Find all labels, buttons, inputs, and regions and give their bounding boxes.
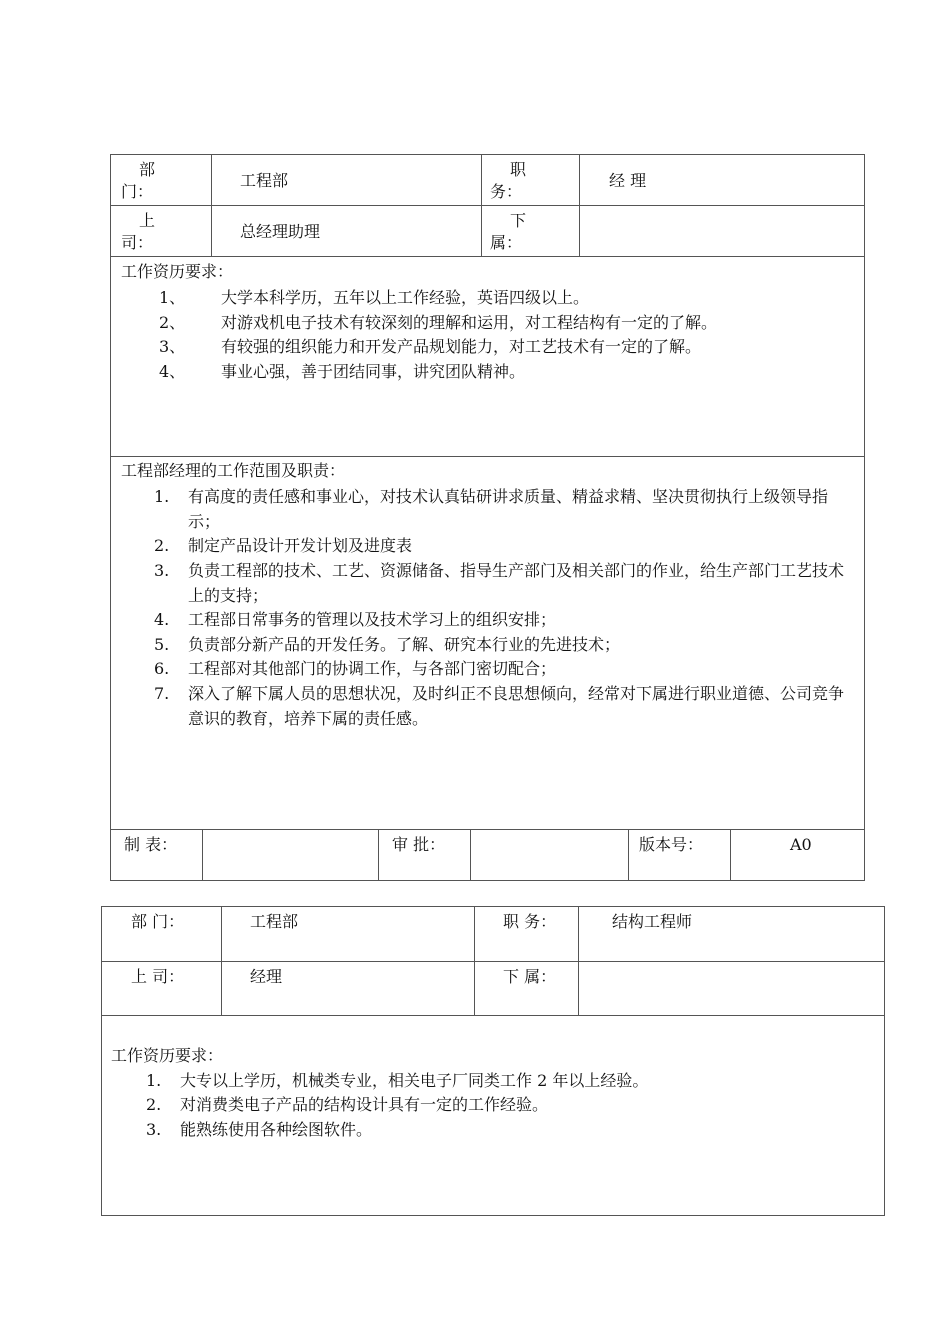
post-label: 职 务： [503,912,557,931]
duty-text: 工程部日常事务的管理以及技术学习上的组织安排； [188,610,557,629]
superior-label: 上 司： [131,967,185,986]
dept-label: 部 门： [131,912,185,931]
superior-label-cell [111,206,212,256]
post-value: 经 理 [609,171,647,190]
superior-label-cell [102,962,222,1015]
superior-value-cell [212,206,482,256]
requirement-text: 对游戏机电子技术有较深刻的理解和运用，对工程结构有一定的了解。 [221,313,718,332]
superior-value: 总经理助理 [240,222,321,241]
made-by-label: 制 表： [124,835,178,854]
duty-number: 6. [154,659,170,678]
requirements-heading: 工作资历要求： [121,262,234,281]
superior-label-line1: 上 [139,211,156,230]
approve-label-cell [379,830,471,881]
info-row-dept [102,907,884,962]
requirement-number: 2. [146,1095,162,1114]
superior-value-cell [222,962,475,1015]
info-row-superior [102,962,884,1016]
subordinate-label-cell [482,206,580,256]
duty-text: 负责部分新产品的开发任务。了解、研究本行业的先进技术； [188,635,621,654]
duty-text: 深入了解下属人员的思想状况，及时纠正不良思想倾向，经常对下属进行职业道德、公司竞争意识的教育，培养下属的责任感。 [188,684,845,728]
signoff-row [111,830,864,881]
requirement-number: 3、 [159,337,186,356]
made-by-value-cell [203,830,379,881]
approve-value-cell [471,830,629,881]
requirement-number: 3. [146,1120,162,1139]
requirements-section [111,257,864,457]
requirements-heading: 工作资历要求： [111,1046,224,1065]
duty-number: 1. [154,487,170,506]
requirements-section [102,1016,884,1215]
post-value: 结构工程师 [612,912,693,931]
post-label-line2: 务： [490,182,523,201]
subordinate-label: 下 属： [503,967,557,986]
duty-number: 3. [154,561,170,580]
version-value: A0 [790,835,812,854]
requirement-number: 2、 [159,313,186,332]
superior-label-line2: 司： [121,233,154,252]
dept-label-cell [111,155,212,205]
info-row-dept [111,155,864,206]
post-label-cell [475,907,579,961]
subordinate-value-cell [580,206,864,256]
duties-heading: 工程部经理的工作范围及职责： [121,461,346,480]
dept-value: 工程部 [240,171,289,190]
post-value-cell [580,155,864,205]
dept-value: 工程部 [250,912,299,931]
job-table-structural-engineer [101,906,885,1216]
made-by-label-cell [111,830,203,881]
duty-text: 负责工程部的技术、工艺、资源储备、指导生产部门及相关部门的作业，给生产部门工艺技术上的支持； [188,561,845,605]
subordinate-label-line1: 下 [510,211,527,230]
version-label-cell [629,830,731,881]
subordinate-label-cell [475,962,579,1015]
requirement-number: 1、 [159,288,186,307]
dept-value-cell [212,155,482,205]
approve-label: 审 批： [392,835,446,854]
superior-value: 经理 [250,967,283,986]
post-value-cell [579,907,884,961]
duty-text: 有高度的责任感和事业心，对技术认真钻研讲求质量、精益求精、坚决贯彻执行上级领导指示； [188,487,829,531]
duties-section [111,457,864,830]
requirement-text: 能熟练使用各种绘图软件。 [180,1120,373,1139]
post-label-line1: 职 [510,160,527,179]
post-label-cell [482,155,580,205]
dept-label-line1: 部 [139,160,156,179]
duty-number: 4. [154,610,170,629]
duty-text: 工程部对其他部门的协调工作，与各部门密切配合； [188,659,557,678]
requirement-number: 4、 [159,362,186,381]
version-value-cell [731,830,864,881]
dept-label-line2: 门： [121,182,154,201]
subordinate-value-cell [579,962,884,1015]
requirement-text: 对消费类电子产品的结构设计具有一定的工作经验。 [180,1095,549,1114]
requirement-text: 事业心强，善于团结同事，讲究团队精神。 [221,362,526,381]
duty-number: 5. [154,635,170,654]
version-label: 版本号： [639,835,704,854]
requirement-text: 大专以上学历，机械类专业，相关电子厂同类工作 2 年以上经验。 [180,1071,649,1090]
requirement-number: 1. [146,1071,162,1090]
duty-text: 制定产品设计开发计划及进度表 [188,536,413,555]
duty-number: 7. [154,684,170,703]
dept-label-cell [102,907,222,961]
requirement-text: 大学本科学历，五年以上工作经验，英语四级以上。 [221,288,590,307]
subordinate-label-line2: 属： [490,233,523,252]
duty-number: 2. [154,536,170,555]
dept-value-cell [222,907,475,961]
requirement-text: 有较强的组织能力和开发产品规划能力，对工艺技术有一定的了解。 [221,337,702,356]
info-row-superior [111,206,864,257]
job-table-engineering-manager [110,154,865,881]
